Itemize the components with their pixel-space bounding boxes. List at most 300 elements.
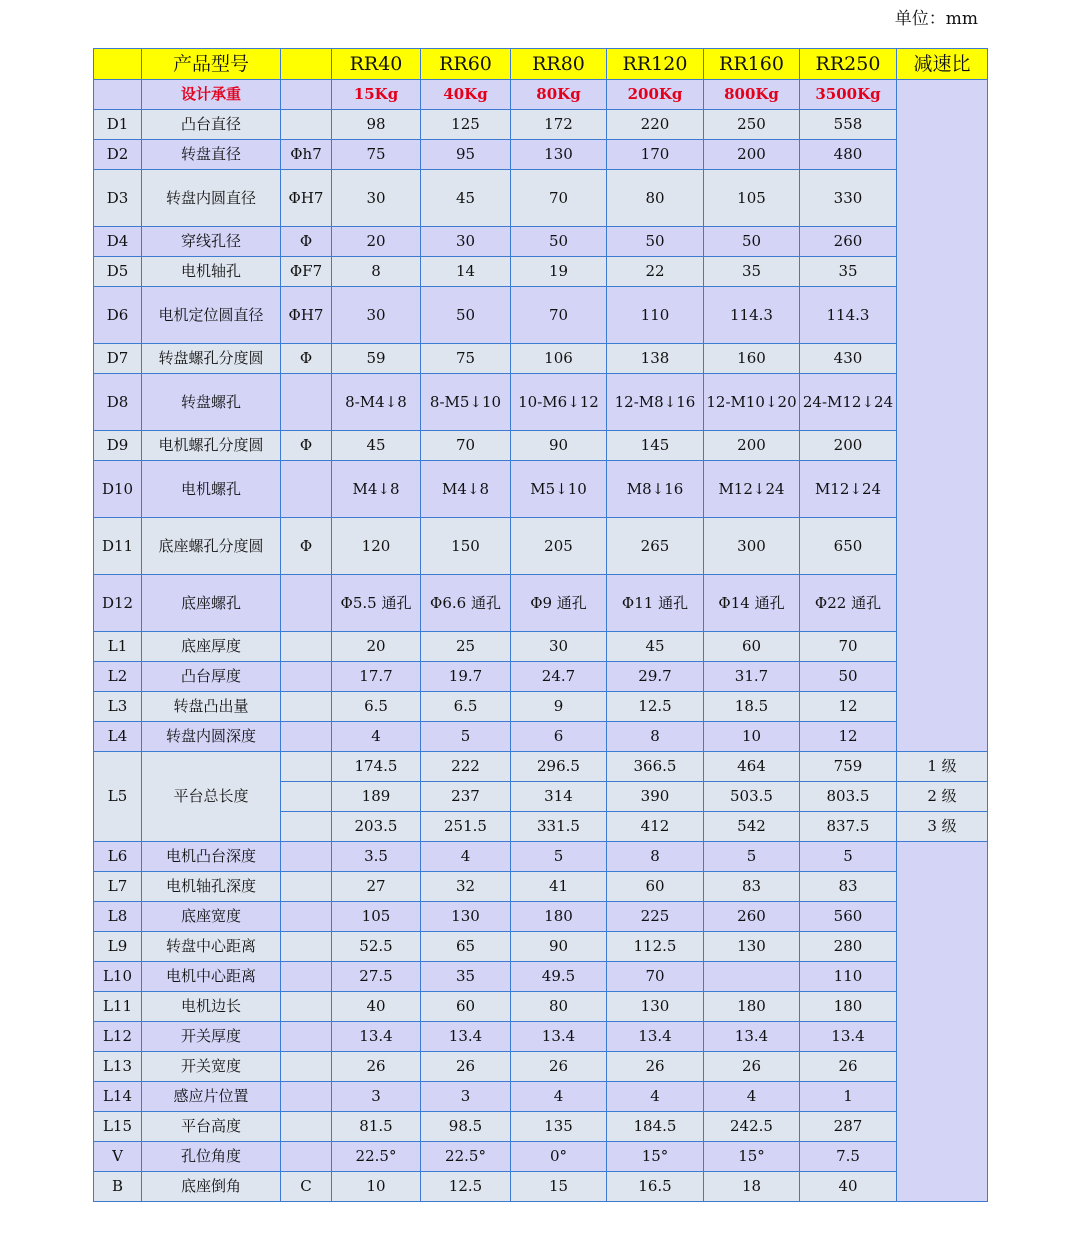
- load-row: [94, 80, 988, 110]
- table-row: [94, 431, 988, 461]
- row-value: 114.3: [800, 287, 897, 344]
- row-value: 114.3: [704, 287, 800, 344]
- row-value: 50: [511, 227, 607, 257]
- table-row: [94, 842, 988, 872]
- row-value: Φ22 通孔: [800, 575, 897, 632]
- row-value: 15°: [607, 1142, 704, 1172]
- row-value: 24-M12↓24: [800, 374, 897, 431]
- row-value: 390: [607, 782, 704, 812]
- row-code: L12: [94, 1022, 142, 1052]
- row-symbol: [281, 461, 332, 518]
- row-label: 穿线孔径: [142, 227, 281, 257]
- table-row: [94, 872, 988, 902]
- row-value: 59: [332, 344, 421, 374]
- row-code: D12: [94, 575, 142, 632]
- row-code: B: [94, 1172, 142, 1202]
- row-value: 0°: [511, 1142, 607, 1172]
- row-value: 125: [421, 110, 511, 140]
- row-value: 50: [704, 227, 800, 257]
- row-value: 13.4: [332, 1022, 421, 1052]
- row-value: 10: [332, 1172, 421, 1202]
- row-value: 30: [511, 632, 607, 662]
- row-value: 17.7: [332, 662, 421, 692]
- row-code: D2: [94, 140, 142, 170]
- row-symbol: ΦH7: [281, 170, 332, 227]
- row-value: 26: [332, 1052, 421, 1082]
- table-row: [94, 722, 988, 752]
- row-code: L3: [94, 692, 142, 722]
- row-value: 412: [607, 812, 704, 842]
- row-value: M4↓8: [332, 461, 421, 518]
- row-value: 8: [607, 842, 704, 872]
- row-value: 83: [704, 872, 800, 902]
- header-model: RR80: [511, 49, 607, 80]
- row-value: 300: [704, 518, 800, 575]
- row-label: 感应片位置: [142, 1082, 281, 1112]
- row-value: 112.5: [607, 932, 704, 962]
- row-value: 503.5: [704, 782, 800, 812]
- row-code: D4: [94, 227, 142, 257]
- row-value: 8: [332, 257, 421, 287]
- table-row: [94, 1052, 988, 1082]
- row-value: 130: [511, 140, 607, 170]
- row-value: Φ5.5 通孔: [332, 575, 421, 632]
- row-code: D10: [94, 461, 142, 518]
- row-code: L11: [94, 992, 142, 1022]
- row-code: D3: [94, 170, 142, 227]
- row-symbol: [281, 872, 332, 902]
- row-value: 260: [800, 227, 897, 257]
- row-value: 81.5: [332, 1112, 421, 1142]
- row-value: 22.5°: [332, 1142, 421, 1172]
- row-value: 10: [704, 722, 800, 752]
- row-value: 49.5: [511, 962, 607, 992]
- row-label: 底座倒角: [142, 1172, 281, 1202]
- row-value: 6.5: [332, 692, 421, 722]
- table-row: [94, 632, 988, 662]
- row-symbol: [281, 1112, 332, 1142]
- row-value: 90: [511, 431, 607, 461]
- row-value: 90: [511, 932, 607, 962]
- row-value: 8: [607, 722, 704, 752]
- row-value: 45: [607, 632, 704, 662]
- row-value: 70: [800, 632, 897, 662]
- row-value: 45: [421, 170, 511, 227]
- row-code: D9: [94, 431, 142, 461]
- row-value: 31.7: [704, 662, 800, 692]
- row-symbol: ΦF7: [281, 257, 332, 287]
- row-value: [704, 962, 800, 992]
- table-row: [94, 344, 988, 374]
- row-value: 837.5: [800, 812, 897, 842]
- row-value: 45: [332, 431, 421, 461]
- row-label: 电机凸台深度: [142, 842, 281, 872]
- row-label: 电机轴孔深度: [142, 872, 281, 902]
- header-model: RR120: [607, 49, 704, 80]
- row-value: 40: [800, 1172, 897, 1202]
- header-model: RR60: [421, 49, 511, 80]
- row-value: 180: [704, 992, 800, 1022]
- header-blank: [281, 49, 332, 80]
- row-value: 220: [607, 110, 704, 140]
- row-value: 40: [332, 992, 421, 1022]
- row-code: L5: [94, 752, 142, 842]
- row-symbol: [281, 692, 332, 722]
- row-label: 电机轴孔: [142, 257, 281, 287]
- row-value: 35: [421, 962, 511, 992]
- row-symbol: Φ: [281, 344, 332, 374]
- row-value: 80: [511, 992, 607, 1022]
- header-blank: [94, 49, 142, 80]
- row-value: 4: [421, 842, 511, 872]
- row-value: 75: [421, 344, 511, 374]
- row-value: 130: [421, 902, 511, 932]
- row-value: 5: [704, 842, 800, 872]
- table-row: [94, 110, 988, 140]
- row-value: 280: [800, 932, 897, 962]
- row-code: D8: [94, 374, 142, 431]
- row-value: 480: [800, 140, 897, 170]
- row-value: 138: [607, 344, 704, 374]
- row-value: Φ11 通孔: [607, 575, 704, 632]
- row-symbol: [281, 632, 332, 662]
- table-row: [94, 1022, 988, 1052]
- row-value: 172: [511, 110, 607, 140]
- load-value: 800Kg: [704, 80, 800, 110]
- row-value: 203.5: [332, 812, 421, 842]
- row-value: 105: [704, 170, 800, 227]
- row-code: L7: [94, 872, 142, 902]
- row-label: 开关宽度: [142, 1052, 281, 1082]
- row-code: L9: [94, 932, 142, 962]
- row-value: 12: [800, 722, 897, 752]
- row-value: 27.5: [332, 962, 421, 992]
- row-value: 20: [332, 227, 421, 257]
- row-value: 260: [704, 902, 800, 932]
- row-value: 13.4: [800, 1022, 897, 1052]
- row-value: 205: [511, 518, 607, 575]
- row-value: 12-M8↓16: [607, 374, 704, 431]
- row-value: 106: [511, 344, 607, 374]
- row-symbol: [281, 782, 332, 812]
- row-value: M8↓16: [607, 461, 704, 518]
- row-label: 电机定位圆直径: [142, 287, 281, 344]
- table-row: [94, 752, 988, 782]
- row-value: 19.7: [421, 662, 511, 692]
- row-label: 电机螺孔分度圆: [142, 431, 281, 461]
- row-symbol: [281, 992, 332, 1022]
- row-value: 75: [332, 140, 421, 170]
- row-value: 180: [511, 902, 607, 932]
- row-value: 430: [800, 344, 897, 374]
- row-value: 16.5: [607, 1172, 704, 1202]
- load-value: 3500Kg: [800, 80, 897, 110]
- row-value: 12.5: [607, 692, 704, 722]
- table-row: [94, 461, 988, 518]
- row-label: 转盘螺孔分度圆: [142, 344, 281, 374]
- row-value: 174.5: [332, 752, 421, 782]
- table-row: [94, 287, 988, 344]
- row-value: 70: [511, 170, 607, 227]
- row-value: 60: [607, 872, 704, 902]
- row-symbol: [281, 752, 332, 782]
- row-symbol: [281, 1142, 332, 1172]
- row-value: 242.5: [704, 1112, 800, 1142]
- load-value: 15Kg: [332, 80, 421, 110]
- row-value: 135: [511, 1112, 607, 1142]
- table-row: [94, 374, 988, 431]
- row-value: 222: [421, 752, 511, 782]
- row-label: 转盘内圆深度: [142, 722, 281, 752]
- row-value: 4: [511, 1082, 607, 1112]
- ratio-level: 2 级: [897, 782, 988, 812]
- load-value: 200Kg: [607, 80, 704, 110]
- row-value: 30: [332, 170, 421, 227]
- row-value: Φ6.6 通孔: [421, 575, 511, 632]
- row-value: M12↓24: [704, 461, 800, 518]
- row-value: 20: [332, 632, 421, 662]
- row-value: 180: [800, 992, 897, 1022]
- row-code: D6: [94, 287, 142, 344]
- row-value: 4: [332, 722, 421, 752]
- row-value: 13.4: [704, 1022, 800, 1052]
- row-label: 转盘直径: [142, 140, 281, 170]
- row-value: 110: [800, 962, 897, 992]
- row-value: 558: [800, 110, 897, 140]
- unit-label: 单位：mm: [894, 9, 978, 29]
- row-value: 200: [704, 431, 800, 461]
- row-value: 189: [332, 782, 421, 812]
- row-symbol: [281, 374, 332, 431]
- row-label: 凸台直径: [142, 110, 281, 140]
- row-value: 237: [421, 782, 511, 812]
- header-product-model: 产品型号: [142, 49, 281, 80]
- row-code: L2: [94, 662, 142, 692]
- row-value: 251.5: [421, 812, 511, 842]
- row-value: M4↓8: [421, 461, 511, 518]
- row-label: 底座宽度: [142, 902, 281, 932]
- row-value: 6.5: [421, 692, 511, 722]
- row-code: D11: [94, 518, 142, 575]
- row-value: 22: [607, 257, 704, 287]
- row-symbol: Φh7: [281, 140, 332, 170]
- row-value: 759: [800, 752, 897, 782]
- row-value: 27: [332, 872, 421, 902]
- header-model: RR40: [332, 49, 421, 80]
- row-value: 60: [421, 992, 511, 1022]
- row-value: 296.5: [511, 752, 607, 782]
- row-label: 凸台厚度: [142, 662, 281, 692]
- table-row: [94, 932, 988, 962]
- row-value: 145: [607, 431, 704, 461]
- row-value: 4: [607, 1082, 704, 1112]
- table-row: [94, 575, 988, 632]
- row-value: 560: [800, 902, 897, 932]
- row-value: 184.5: [607, 1112, 704, 1142]
- table-row: [94, 227, 988, 257]
- row-symbol: [281, 110, 332, 140]
- row-value: 10-M6↓12: [511, 374, 607, 431]
- row-code: L4: [94, 722, 142, 752]
- row-value: 35: [704, 257, 800, 287]
- row-value: 83: [800, 872, 897, 902]
- row-symbol: Φ: [281, 518, 332, 575]
- row-value: 12-M10↓20: [704, 374, 800, 431]
- row-value: 3.5: [332, 842, 421, 872]
- row-label: 转盘螺孔: [142, 374, 281, 431]
- row-label: 设计承重: [142, 80, 281, 110]
- row-value: 60: [704, 632, 800, 662]
- row-value: 200: [704, 140, 800, 170]
- row-code: L8: [94, 902, 142, 932]
- row-value: 15°: [704, 1142, 800, 1172]
- row-value: 26: [607, 1052, 704, 1082]
- row-value: 803.5: [800, 782, 897, 812]
- row-label: 底座厚度: [142, 632, 281, 662]
- row-code: L10: [94, 962, 142, 992]
- table-row: [94, 518, 988, 575]
- table-row: [94, 170, 988, 227]
- header-row: [94, 49, 988, 80]
- row-value: 5: [421, 722, 511, 752]
- row-value: 13.4: [511, 1022, 607, 1052]
- load-value: 80Kg: [511, 80, 607, 110]
- row-value: 15: [511, 1172, 607, 1202]
- row-symbol: [281, 575, 332, 632]
- row-value: 29.7: [607, 662, 704, 692]
- row-value: 366.5: [607, 752, 704, 782]
- row-value: 225: [607, 902, 704, 932]
- row-value: 5: [800, 842, 897, 872]
- table-row: [94, 1112, 988, 1142]
- row-value: 24.7: [511, 662, 607, 692]
- row-value: 26: [704, 1052, 800, 1082]
- row-value: 98: [332, 110, 421, 140]
- table-row: [94, 140, 988, 170]
- row-value: 70: [607, 962, 704, 992]
- row-value: 26: [511, 1052, 607, 1082]
- row-value: 12.5: [421, 1172, 511, 1202]
- header-ratio: 减速比: [897, 49, 988, 80]
- row-value: M5↓10: [511, 461, 607, 518]
- row-symbol: [281, 80, 332, 110]
- row-label: 平台总长度: [142, 752, 281, 842]
- row-value: Φ14 通孔: [704, 575, 800, 632]
- row-label: 转盘凸出量: [142, 692, 281, 722]
- row-code: D5: [94, 257, 142, 287]
- row-symbol: [281, 932, 332, 962]
- row-label: 底座螺孔: [142, 575, 281, 632]
- row-value: 8-M5↓10: [421, 374, 511, 431]
- row-value: 14: [421, 257, 511, 287]
- row-value: 50: [800, 662, 897, 692]
- table-row: [94, 902, 988, 932]
- row-label: 转盘中心距离: [142, 932, 281, 962]
- table-row: [94, 1142, 988, 1172]
- row-value: 30: [332, 287, 421, 344]
- row-symbol: [281, 1082, 332, 1112]
- row-symbol: Φ: [281, 431, 332, 461]
- row-value: 22.5°: [421, 1142, 511, 1172]
- row-value: 200: [800, 431, 897, 461]
- row-value: 26: [800, 1052, 897, 1082]
- row-value: 18.5: [704, 692, 800, 722]
- table-row: [94, 1172, 988, 1202]
- row-symbol: [281, 1022, 332, 1052]
- row-value: 30: [421, 227, 511, 257]
- row-value: 70: [511, 287, 607, 344]
- row-code: D1: [94, 110, 142, 140]
- row-value: Φ9 通孔: [511, 575, 607, 632]
- load-value: 40Kg: [421, 80, 511, 110]
- row-label: 孔位角度: [142, 1142, 281, 1172]
- row-value: 542: [704, 812, 800, 842]
- row-symbol: C: [281, 1172, 332, 1202]
- row-value: 80: [607, 170, 704, 227]
- row-symbol: [281, 842, 332, 872]
- table-row: [94, 992, 988, 1022]
- row-code: L6: [94, 842, 142, 872]
- row-symbol: [281, 962, 332, 992]
- row-code: V: [94, 1142, 142, 1172]
- ratio-level: 3 级: [897, 812, 988, 842]
- row-symbol: [281, 1052, 332, 1082]
- row-value: 52.5: [332, 932, 421, 962]
- table-row: [94, 662, 988, 692]
- row-code: [94, 80, 142, 110]
- row-value: 95: [421, 140, 511, 170]
- row-value: M12↓24: [800, 461, 897, 518]
- header-model: RR160: [704, 49, 800, 80]
- row-symbol: Φ: [281, 227, 332, 257]
- row-value: 314: [511, 782, 607, 812]
- row-value: 330: [800, 170, 897, 227]
- row-value: 120: [332, 518, 421, 575]
- row-symbol: [281, 722, 332, 752]
- row-value: 35: [800, 257, 897, 287]
- row-symbol: ΦH7: [281, 287, 332, 344]
- spec-table: [93, 48, 988, 1202]
- row-value: 18: [704, 1172, 800, 1202]
- table-row: [94, 962, 988, 992]
- row-code: L1: [94, 632, 142, 662]
- row-value: 50: [607, 227, 704, 257]
- row-value: 13.4: [421, 1022, 511, 1052]
- row-value: 9: [511, 692, 607, 722]
- row-symbol: [281, 662, 332, 692]
- row-label: 电机中心距离: [142, 962, 281, 992]
- table-row: [94, 257, 988, 287]
- row-value: 331.5: [511, 812, 607, 842]
- row-value: 26: [421, 1052, 511, 1082]
- row-value: 5: [511, 842, 607, 872]
- row-label: 转盘内圆直径: [142, 170, 281, 227]
- row-value: 41: [511, 872, 607, 902]
- header-model: RR250: [800, 49, 897, 80]
- row-value: 150: [421, 518, 511, 575]
- row-label: 电机螺孔: [142, 461, 281, 518]
- row-value: 98.5: [421, 1112, 511, 1142]
- row-label: 电机边长: [142, 992, 281, 1022]
- row-value: 7.5: [800, 1142, 897, 1172]
- row-value: 50: [421, 287, 511, 344]
- row-label: 开关厚度: [142, 1022, 281, 1052]
- table-row: [94, 692, 988, 722]
- row-value: 130: [704, 932, 800, 962]
- row-value: 287: [800, 1112, 897, 1142]
- row-value: 130: [607, 992, 704, 1022]
- row-value: 160: [704, 344, 800, 374]
